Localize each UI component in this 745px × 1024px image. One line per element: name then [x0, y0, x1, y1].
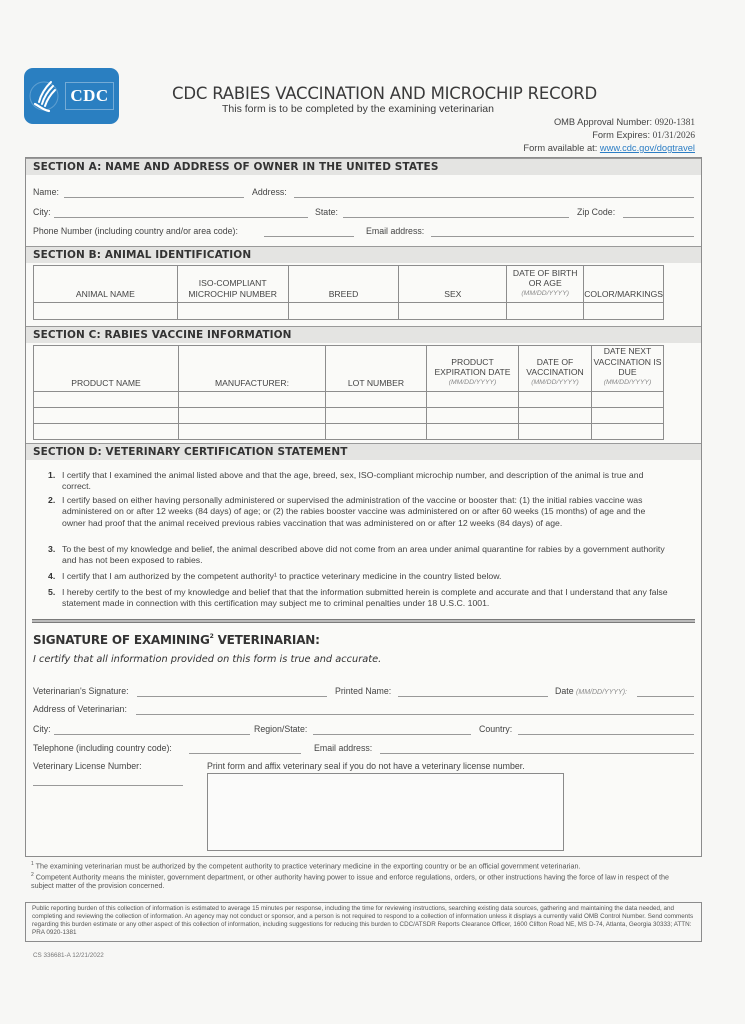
owner-state-field[interactable] — [343, 217, 569, 218]
statement-5 — [48, 587, 668, 610]
veterinary-seal-box[interactable] — [207, 773, 564, 851]
date-label: Date (MM/DD/YYYY): — [555, 686, 627, 696]
owner-zip-label: Zip Code: — [577, 207, 616, 217]
lot-number-cell[interactable] — [326, 424, 427, 440]
footnote-2: $^2$ Competent Authority means the minister, government department, or other authority having power to issue and enforce regulations, orders, or other instructions having the force of law in respect of the subject matter of the provision concerned. — [31, 872, 670, 891]
form-frame — [25, 157, 702, 857]
owner-name-field[interactable] — [64, 197, 244, 198]
manufacturer-cell[interactable] — [179, 392, 326, 408]
product-name-cell[interactable] — [34, 392, 179, 408]
col-sex: SEX — [399, 266, 507, 303]
statement-2 — [48, 495, 668, 529]
expires-label: Form Expires: — [592, 130, 651, 140]
footnotes — [31, 860, 691, 891]
vaccination-date-cell[interactable] — [519, 392, 592, 408]
col-vaccination-date: DATE OF VACCINATION (MM/DD/YYYY) — [519, 346, 592, 392]
manufacturer-cell[interactable] — [179, 424, 326, 440]
dogtravel-link[interactable]: www.cdc.gov/dogtravel — [599, 143, 695, 153]
footnote-1: $^1$ The examining veterinarian must be authorized by the competent authority to practice veterinary medicine in the exporting country or be an official government veterinarian. — [31, 861, 581, 871]
table-row — [34, 303, 664, 320]
owner-city-label: City: — [33, 207, 51, 217]
form-title: CDC RABIES VACCINATION AND MICROCHIP RECORD — [172, 84, 598, 103]
vet-region-field[interactable] — [313, 734, 471, 735]
vaccine-table — [33, 345, 664, 440]
omb-label: OMB Approval Number: — [553, 117, 653, 127]
lot-number-cell[interactable] — [326, 408, 427, 424]
owner-name-label: Name: — [33, 187, 59, 197]
section-c-heading: SECTION C: RABIES VACCINE INFORMATION — [26, 326, 701, 343]
statement-number: 1. — [48, 470, 56, 480]
breed-cell[interactable] — [288, 303, 399, 320]
statement-text: I certify that I examined the animal listed above and that the age, breed, sex, ISO-compliant microchip number, and description of the animal is true and correct. — [62, 470, 644, 492]
owner-state-label: State: — [315, 207, 338, 217]
col-next-due: DATE NEXT VACCINATION IS DUE (MM/DD/YYYY) — [592, 346, 664, 392]
col-animal-name: ANIMAL NAME — [34, 266, 178, 303]
seal-instruction: Print form and affix veterinary seal if you do not have a veterinary license number. — [207, 761, 525, 771]
microchip-cell[interactable] — [177, 303, 288, 320]
vet-country-label: Country: — [479, 724, 513, 734]
next-due-cell[interactable] — [592, 392, 664, 408]
col-manufacturer: MANUFACTURER: — [179, 346, 326, 392]
vet-city-label: City: — [33, 724, 51, 734]
vet-country-field[interactable] — [518, 734, 694, 735]
printed-name-label: Printed Name: — [335, 686, 392, 696]
burden-statement: Public reporting burden of this collection of information is estimated to average 15 minutes per response, including the time for reviewing instructions, searching existing data sources, gathering and maintaining the data needed, and completing and reviewing the collection of information. An agency may not conduct or sponsor, and a person is not required to respond to a collection of information unless it displays a currently valid OMB Control Number. Send comments regarding this burden estimate or any other aspect of this collection of information, including suggestions for reducing this burden to CDC/ATSDR Reports Clearance Officer, 1600 Clifton Road NE, MS D-74, Atlanta, Georgia 30333; ATTN: PRA 0920-1381 — [25, 902, 702, 942]
owner-phone-field[interactable] — [264, 236, 354, 237]
next-due-cell[interactable] — [592, 408, 664, 424]
statement-text: To the best of my knowledge and belief, the animal described above did not come from an area under animal quarantine for rabies by a government authority and has not been exposed to rabies. — [62, 544, 665, 566]
lot-number-cell[interactable] — [326, 392, 427, 408]
table-row — [34, 392, 664, 408]
vet-address-label: Address of Veterinarian: — [33, 704, 127, 714]
vet-city-field[interactable] — [54, 734, 250, 735]
form-id: CS 336681-A 12/21/2022 — [33, 952, 104, 959]
col-microchip: ISO-COMPLIANT MICROCHIP NUMBER — [177, 266, 288, 303]
hhs-eagle-icon — [29, 78, 59, 114]
owner-address-label: Address: — [252, 187, 287, 197]
col-dob: DATE OF BIRTH OR AGE (MM/DD/YYYY) — [507, 266, 584, 303]
expiration-cell[interactable] — [427, 392, 519, 408]
statement-number: 2. — [48, 495, 56, 505]
cdc-logo — [24, 68, 119, 124]
dob-cell[interactable] — [507, 303, 584, 320]
owner-email-field[interactable] — [431, 236, 694, 237]
statement-text: I hereby certify to the best of my knowledge and belief that that the information submitted herein is complete and accurate and that I understand that any false statement made in connection with this certification may subject me to criminal penalties under 18 U.S.C. 1001. — [62, 587, 668, 609]
statement-1 — [48, 470, 668, 493]
owner-city-field[interactable] — [54, 217, 308, 218]
animal-name-cell[interactable] — [34, 303, 178, 320]
col-lot-number: LOT NUMBER — [326, 346, 427, 392]
col-color: COLOR/MARKINGS — [584, 266, 664, 303]
expiration-cell[interactable] — [427, 424, 519, 440]
owner-address-field[interactable] — [294, 197, 694, 198]
section-b-heading: SECTION B: ANIMAL IDENTIFICATION — [26, 246, 701, 263]
signature-subheading: I certify that all information provided on this form is true and accurate. — [33, 654, 382, 665]
product-name-cell[interactable] — [34, 408, 179, 424]
vet-license-field[interactable] — [33, 785, 183, 786]
vet-email-label: Email address: — [314, 743, 373, 753]
section-d-heading: SECTION D: VETERINARY CERTIFICATION STATEMENT — [26, 443, 701, 460]
manufacturer-cell[interactable] — [179, 408, 326, 424]
col-breed: BREED — [288, 266, 399, 303]
vet-email-field[interactable] — [380, 753, 694, 754]
section-divider — [32, 619, 695, 623]
expires-date: 01/31/2026 — [652, 131, 695, 141]
table-row — [34, 424, 664, 440]
color-cell[interactable] — [584, 303, 664, 320]
vet-telephone-label: Telephone (including country code): — [33, 743, 172, 753]
printed-name-field[interactable] — [398, 696, 548, 697]
statement-number: 4. — [48, 571, 56, 581]
vet-signature-field[interactable] — [137, 696, 327, 697]
statement-number: 3. — [48, 544, 56, 554]
animal-id-table — [33, 265, 664, 320]
vet-signature-label: Veterinarian's Signature: — [33, 686, 129, 696]
vet-region-label: Region/State: — [254, 724, 308, 734]
owner-zip-field[interactable] — [623, 217, 694, 218]
vet-telephone-field[interactable] — [189, 753, 301, 754]
product-name-cell[interactable] — [34, 424, 179, 440]
col-product-name: PRODUCT NAME — [34, 346, 179, 392]
available-label: Form available at: — [523, 143, 598, 153]
table-header-row — [34, 266, 664, 303]
table-row — [34, 408, 664, 424]
vet-address-field[interactable] — [136, 714, 694, 715]
statement-number: 5. — [48, 587, 56, 597]
statement-4 — [48, 571, 668, 582]
date-field[interactable] — [637, 696, 694, 697]
section-a-heading: SECTION A: NAME AND ADDRESS OF OWNER IN THE UNITED STATES — [26, 158, 701, 175]
statement-text: I certify based on either having personally administered or supervised the administration of the vaccine or booster that: (1) the initial rabies vaccine was administered on or after 12 weeks (84 days) of age; or (2) the rabies booster vaccine was administered on or after 60 weeks (15 months) of age and the owner had proof that the animal received previous rabies vaccination that was administered on or after 12 weeks (84 days) of age. — [62, 495, 646, 528]
vaccination-date-cell[interactable] — [519, 424, 592, 440]
owner-email-label: Email address: — [366, 226, 425, 236]
statement-3 — [48, 544, 668, 567]
vaccination-date-cell[interactable] — [519, 408, 592, 424]
col-expiration: PRODUCT EXPIRATION DATE (MM/DD/YYYY) — [427, 346, 519, 392]
form-subtitle: This form is to be completed by the examining veterinarian — [222, 103, 494, 115]
sex-cell[interactable] — [399, 303, 507, 320]
cdc-wordmark: CDC — [65, 82, 113, 110]
owner-phone-label: Phone Number (including country and/or area code): — [33, 226, 238, 236]
expiration-cell[interactable] — [427, 408, 519, 424]
signature-heading: SIGNATURE OF EXAMINING$^2$ VETERINARIAN: — [33, 633, 320, 647]
statement-text: I certify that I am authorized by the competent authority¹ to practice veterinary medicine in the country listed below. — [62, 571, 502, 581]
vet-license-label: Veterinary License Number: — [33, 761, 142, 771]
next-due-cell[interactable] — [592, 424, 664, 440]
omb-number: 0920-1381 — [654, 118, 695, 128]
omb-info — [523, 116, 695, 154]
table-header-row — [34, 346, 664, 392]
